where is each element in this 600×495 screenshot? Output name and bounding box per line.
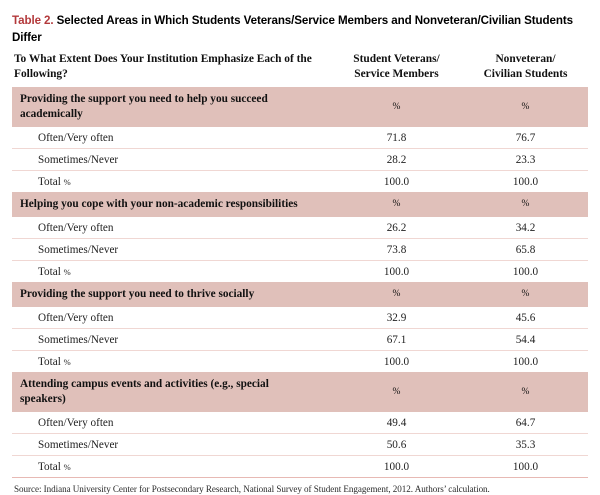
section-header-row: [12, 282, 588, 307]
table-row: [12, 149, 588, 171]
cell-veterans: 100.0: [383, 460, 410, 473]
table-head: [12, 52, 588, 87]
table-row: [12, 239, 588, 261]
row-label: Often/Very often: [12, 217, 330, 239]
cell-civilian: 65.8: [463, 239, 588, 261]
row-label-text: Total: [38, 460, 61, 473]
table-row: [12, 351, 588, 373]
row-label-percent-sign: %: [63, 176, 71, 187]
section-heading: Helping you cope with your non-academic responsibilities: [12, 192, 330, 217]
section-unit-civilian: %: [463, 87, 588, 127]
table-row: [12, 171, 588, 193]
row-label: [12, 171, 330, 193]
cell-civilian: 54.4: [463, 329, 588, 351]
cell-civilian: 35.3: [463, 434, 588, 456]
cell-veterans: 50.6: [330, 434, 463, 456]
cell-civilian: 34.2: [463, 217, 588, 239]
column-header-civilian: [463, 52, 588, 87]
cell-veterans: 100.0: [383, 265, 410, 278]
cell-veterans: 73.8: [330, 239, 463, 261]
cell-civilian: 76.7: [463, 127, 588, 149]
section-unit-civilian: %: [463, 282, 588, 307]
cell-veterans: 26.2: [330, 217, 463, 239]
row-label: [12, 261, 330, 283]
row-label-text: Total: [38, 175, 61, 188]
section-heading: Providing the support you need to help you succeed academically: [12, 87, 330, 127]
row-label-percent-sign: %: [63, 461, 71, 472]
row-label: Sometimes/Never: [12, 329, 330, 351]
row-label: [12, 351, 330, 373]
header-row: [12, 52, 588, 87]
section-unit-veterans: %: [330, 372, 463, 412]
row-label: Sometimes/Never: [12, 149, 330, 171]
data-table: [12, 52, 588, 478]
cell-civilian: 100.0: [512, 175, 539, 188]
section-unit-civilian: %: [463, 372, 588, 412]
section-header-row: [12, 372, 588, 412]
row-label: Sometimes/Never: [12, 434, 330, 456]
cell-veterans: 71.8: [330, 127, 463, 149]
cell-veterans: 100.0: [383, 355, 410, 368]
cell-civilian: 23.3: [463, 149, 588, 171]
table-row: [12, 329, 588, 351]
column-header-civilian-line1: Nonveteran/: [495, 53, 556, 65]
section-heading: Attending campus events and activities (e.g., special speakers): [12, 372, 330, 412]
cell-civilian: 64.7: [463, 412, 588, 434]
row-label-percent-sign: %: [63, 266, 71, 277]
cell-veterans: 67.1: [330, 329, 463, 351]
row-label: Sometimes/Never: [12, 239, 330, 261]
section-header-row: [12, 192, 588, 217]
row-label-text: Total: [38, 355, 61, 368]
row-label-text: Total: [38, 265, 61, 278]
source-note: Source: Indiana University Center for Postsecondary Research, National Survey of Student Engagement, 2012. Authors’ calculation.: [14, 484, 490, 494]
table-title-text: Selected Areas in Which Students Veterans/Service Members and Nonveteran/Civilian Students Differ: [12, 14, 573, 44]
column-header-veterans-line1: Student Veterans/: [353, 53, 440, 65]
section-heading: Providing the support you need to thrive socially: [12, 282, 330, 307]
section-unit-veterans: %: [330, 192, 463, 217]
column-header-question: To What Extent Does Your Institution Emphasize Each of the Following?: [14, 53, 312, 80]
table-row: [12, 412, 588, 434]
cell-veterans: 32.9: [330, 307, 463, 329]
row-label: Often/Very often: [12, 127, 330, 149]
row-label: Often/Very often: [12, 307, 330, 329]
section-unit-veterans: %: [330, 282, 463, 307]
table-row: [12, 307, 588, 329]
section-unit-civilian: %: [463, 192, 588, 217]
row-label: Often/Very often: [12, 412, 330, 434]
table-row: [12, 434, 588, 456]
section-header-row: [12, 87, 588, 127]
page-title: [12, 0, 588, 46]
cell-veterans: 49.4: [330, 412, 463, 434]
table-row: [12, 456, 588, 478]
row-label: [12, 456, 330, 478]
cell-civilian: 100.0: [512, 460, 539, 473]
cell-civilian: 100.0: [512, 355, 539, 368]
column-header-veterans: [330, 52, 463, 87]
column-header-civilian-line2: Civilian Students: [483, 68, 568, 80]
row-label-percent-sign: %: [63, 356, 71, 367]
cell-civilian: 45.6: [463, 307, 588, 329]
table-number: Table 2.: [12, 14, 54, 27]
cell-civilian: 100.0: [512, 265, 539, 278]
cell-veterans: 100.0: [383, 175, 410, 188]
table-body: [12, 87, 588, 478]
table-row: [12, 127, 588, 149]
cell-veterans: 28.2: [330, 149, 463, 171]
table-row: [12, 261, 588, 283]
column-header-veterans-line2: Service Members: [354, 68, 439, 80]
section-unit-veterans: %: [330, 87, 463, 127]
table-row: [12, 217, 588, 239]
